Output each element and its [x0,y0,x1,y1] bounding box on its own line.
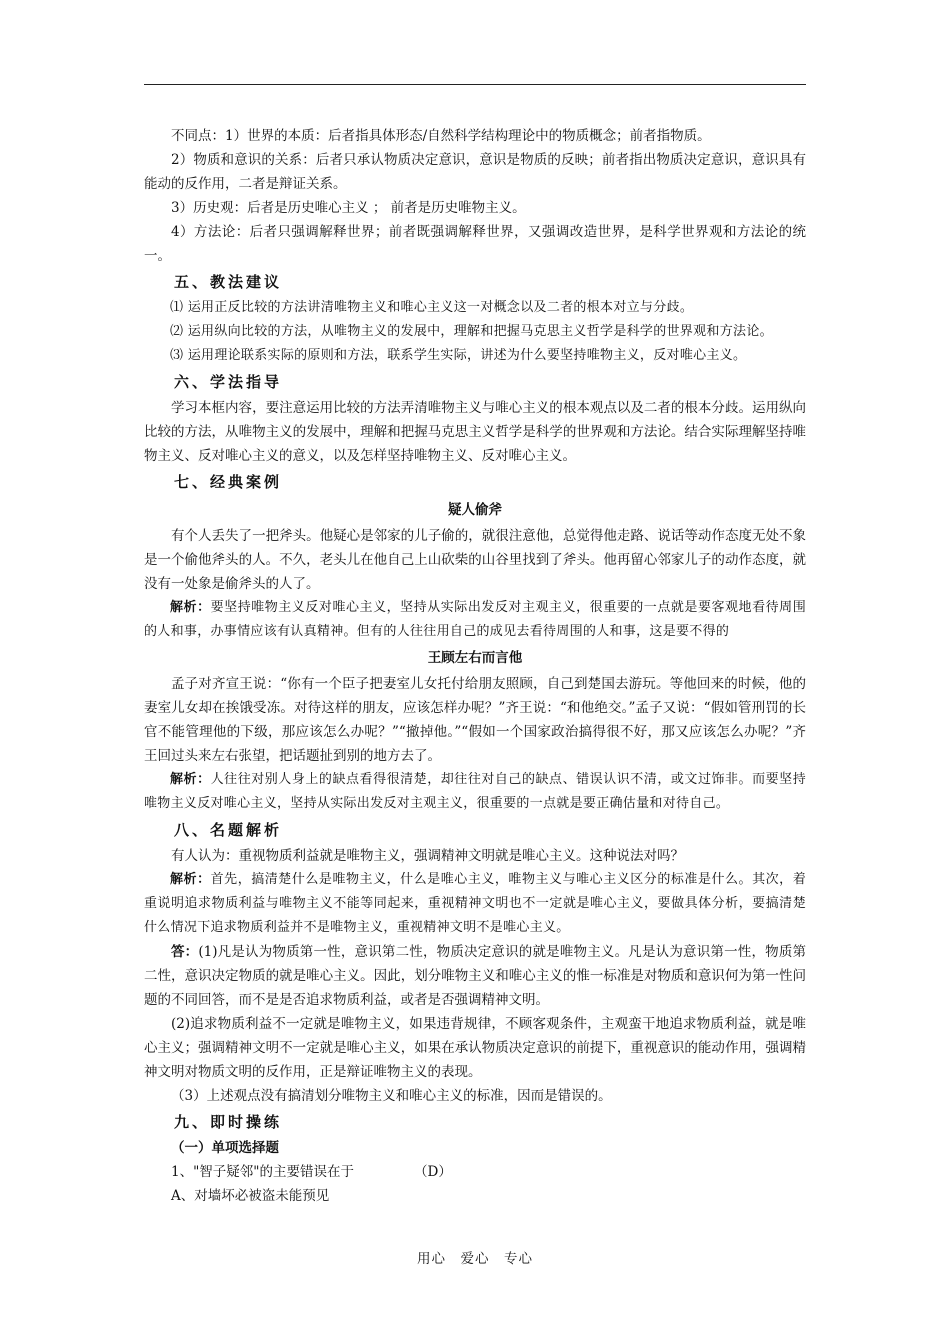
analysis-text: 要坚持唯物主义反对唯心主义，坚持从实际出发反对主观主义，很重要的一点就是要客观地看待周围的人和事，办事情应该有认真精神。但有的人往往用自己的成见去看待周围的人和事，这是要不得的 [144,600,807,639]
diff-point-4: 4）方法论：后者只强调解释世界；前者既强调解释世界，又强调改造世界，是科学世界观和方法论的统一。 [144,224,806,264]
s8-analysis [144,868,806,940]
header-rule [144,84,806,85]
analysis-label: 解析： [170,772,211,787]
section-6-title: 六、学法指导 [174,373,283,391]
section-9-title: 九、即时操练 [174,1113,283,1131]
case-1-analysis [144,596,806,644]
analysis-label: 解析： [170,872,211,887]
s8-answer-2: (2)追求物质利益不一定就是唯物主义，如果违背规律，不顾客观条件，主观蛮干地追求物质利益，就是唯心主义；强调精神文明不一定就是唯心主义，如果在承认物质决定意识的前提下，重视意识的能动作用，强调精神文明对物质文明的反作用，正是辩证唯物主义的表现。 [144,1016,806,1080]
case-1-text: 有个人丢失了一把斧头。他疑心是邻家的儿子偷的，就很注意他，总觉得他走路、说话等动作态度无处不象是一个偷他斧头的人。不久，老头儿在他自己上山砍柴的山谷里找到了斧头。他再留心邻家儿子的动作态度，就没有一处象是偷斧头的人了。 [144,528,806,592]
analysis-text: 首先，搞清楚什么是唯物主义，什么是唯心主义，唯物主义与唯心主义区分的标准是什么。其次，着重说明追求物质利益与唯物主义不能等同起来，重视精神文明也不一定就是唯心主义，要做具体分析，要搞清楚什么情况下追求物质利益并不是唯物主义，重视精神文明不是唯心主义。 [144,872,807,935]
diff-point-1: 不同点：1）世界的本质：后者指具体形态/自然科学结构理论中的物质概念；前者指物质。 [171,128,711,144]
section-7-title: 七、经典案例 [174,473,283,491]
case-1-title: 疑人偷斧 [448,502,502,518]
diff-point-2: 2）物质和意识的关系：后者只承认物质决定意识，意识是物质的反映；前者指出物质决定意识，意识具有能动的反作用，二者是辩证关系。 [144,152,806,192]
case-2-text: 孟子对齐宣王说：“你有一个臣子把妻室儿女托付给朋友照顾，自己到楚国去游玩。等他回来的时候，他的妻室儿女却在挨饿受冻。对待这样的朋友，应该怎样办呢？”齐王说：“和他绝交。”孟子又说：“假如管刑罚的长官不能管理他的下级，那应该怎么办呢？”“撤掉他。”“假如一个国家政治搞得很不好，那又应该怎么办呢？”齐王回过头来左右张望，把话题扯到别的地方去了。 [144,676,806,764]
section-8-title: 八、名题解析 [174,821,283,839]
question-1-option-a: A、对墙坏必被盗未能预见 [171,1188,330,1204]
page-footer: 用心 爱心 专心 [417,1251,533,1267]
s5-item-2: ⑵ 运用纵向比较的方法，从唯物主义的发展中，理解和把握马克思主义哲学是科学的世界观和方法论。 [170,324,773,339]
question-1 [144,1160,806,1184]
s5-item-3: ⑶ 运用理论联系实际的原则和方法，联系学生实际，讲述为什么要坚持唯物主义，反对唯心主义。 [170,348,747,363]
s5-item-1: ⑴ 运用正反比较的方法讲清唯物主义和唯心主义这一对概念以及二者的根本对立与分歧。 [170,300,694,315]
s8-question: 有人认为：重视物质利益就是唯物主义，强调精神文明就是唯心主义。这种说法对吗？ [171,848,684,864]
diff-point-3: 3）历史观：后者是历史唯心主义 ； 前者是历史唯物主义。 [171,200,526,216]
analysis-text: 人往往对别人身上的缺点看得很清楚，却往往对自己的缺点、错误认识不清，或文过饰非。而要坚持唯物主义反对唯心主义，坚持从实际出发反对主观主义，很重要的一点就是要正确估量和对待自己。 [144,772,807,811]
s9-subtitle: （一）单项选择题 [171,1140,279,1156]
document-body [144,124,806,1208]
s8-answer-3: （3）上述观点没有搞清划分唯物主义和唯心主义的标准，因而是错误的。 [171,1088,612,1104]
case-2-analysis [144,768,806,816]
answer-label: 答： [171,944,199,960]
question-1-text: 1、"智子疑邻"的主要错误在于 [171,1164,355,1180]
case-2-title: 王顾左右而言他 [427,650,523,666]
s8-answer-1 [144,940,806,1012]
answer-text: (1)凡是认为物质第一性，意识第二性，物质决定意识的就是唯物主义。凡是认为意识第一性，物质第二性，意识决定物质的就是唯心主义。因此，划分唯物主义和唯心主义的惟一标准是对物质和意识何为第一性问题的不同回答，而不是是否追求物质利益，或者是否强调精神文明。 [144,944,806,1008]
analysis-label: 解析： [170,600,211,615]
question-1-answer: （D） [414,1164,452,1180]
section-5-title: 五、教法建议 [174,273,283,291]
s6-text: 学习本框内容，要注意运用比较的方法弄清唯物主义与唯心主义的根本观点以及二者的根本分歧。运用纵向比较的方法，从唯物主义的发展中，理解和把握马克思主义哲学是科学的世界观和方法论。结合实际理解坚持唯物主义、反对唯心主义的意义，以及怎样坚持唯物主义、反对唯心主义。 [144,400,806,464]
